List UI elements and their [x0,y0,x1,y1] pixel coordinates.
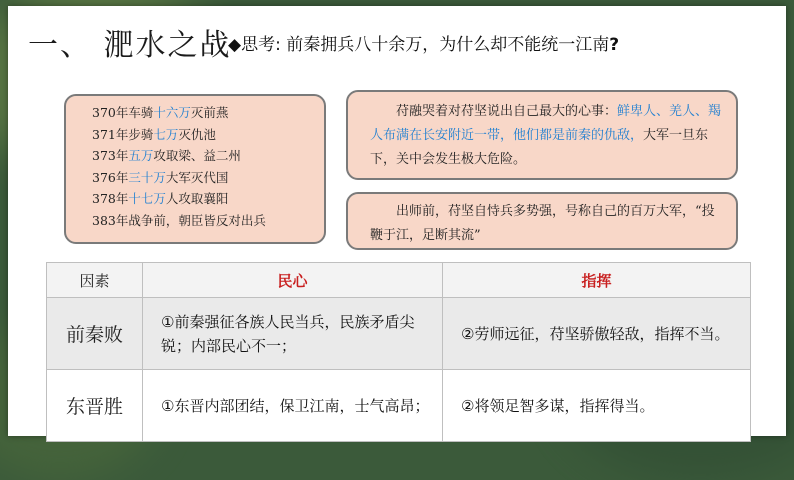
cell-minxin: ①东晋内部团结，保卫江南，士气高昂； [143,370,443,442]
fu-rong-note-box [346,90,738,180]
fu-jian-note: 出师前，苻坚自恃兵多势强，号称自己的百万大军，“投鞭于江，足断其流” [370,204,715,243]
question-text: ◆思考: 前秦拥兵八十余万，为什么却不能统一江南 [228,35,610,55]
cell-zhihui: ②劳师远征，苻坚骄傲轻敌，指挥不当。 [443,298,751,370]
event-line: 373年五万攻取梁、益二州 [92,148,241,163]
row-label: 前秦败 [47,298,143,370]
table-row [47,298,751,370]
event-line: 378年十七万人攻取襄阳 [92,191,229,206]
event-line: 370年车骑十六万灭前燕 [92,105,229,120]
header-zhihui: 指挥 [443,263,751,298]
events-box [64,94,326,244]
cell-zhihui: ②将领足智多谋，指挥得当。 [443,370,751,442]
row-label: 东晋胜 [47,370,143,442]
fu-rong-note: 苻融哭着对苻坚说出自己最大的心事：鲜卑人、羌人、羯人布满在长安附近一带，他们都是前秦的仇敌，大军一旦东下，关中会发生极大危险。 [370,104,722,167]
cell-minxin: ①前秦强征各族人民当兵，民族矛盾尖锐；内部民心不一； [143,298,443,370]
event-line: 376年三十万大军灭代国 [92,169,229,185]
event-line: 383年战争前，朝臣皆反对出兵 [92,212,266,228]
question-mark: ? [609,35,620,55]
table-header-row [47,263,751,298]
table-row [47,370,751,442]
slide-title: 一、 淝水之战 [28,28,232,63]
factors-table [46,262,751,442]
event-line: 371年步骑七万灭仇池 [92,126,216,142]
fu-jian-note-box [346,192,738,250]
header-factor: 因素 [47,263,143,298]
slide [8,6,786,436]
think-question [228,30,619,55]
header-minxin: 民心 [143,263,443,298]
